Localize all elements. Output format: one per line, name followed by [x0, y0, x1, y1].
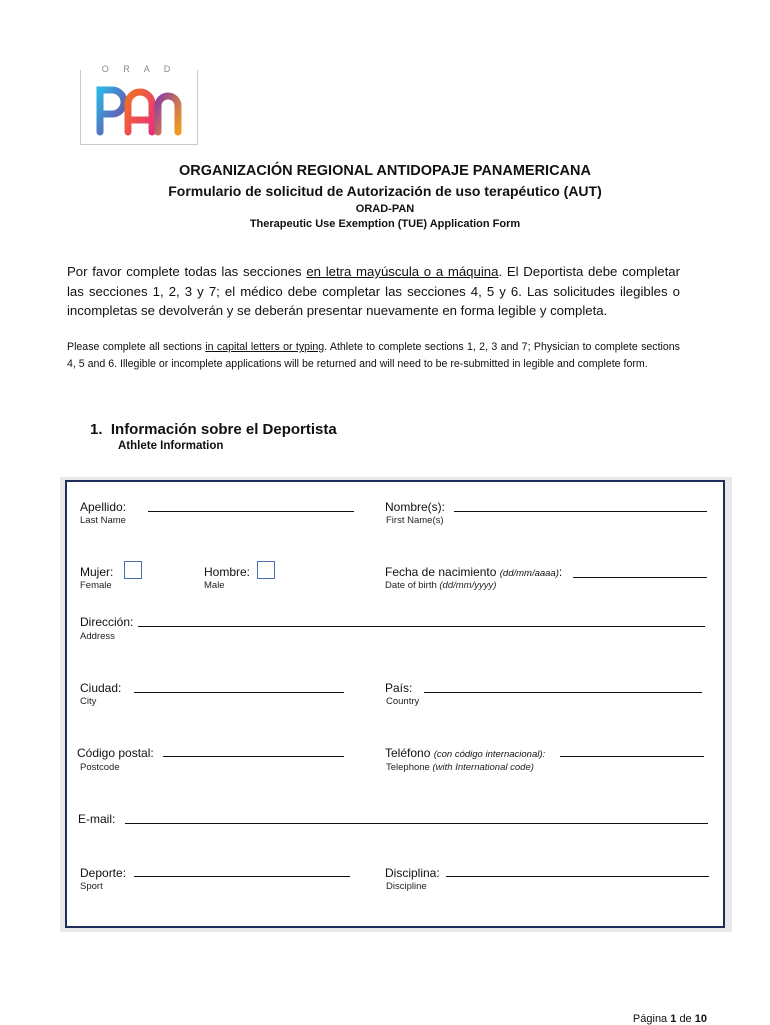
logo-pan-mark	[94, 76, 186, 136]
direccion-field[interactable]	[138, 626, 705, 627]
nombres-field[interactable]	[454, 511, 707, 512]
deporte-label: Deporte:	[80, 866, 127, 880]
orad-pan-logo	[80, 64, 198, 144]
telephone-label: Telephone (with International code)	[386, 762, 534, 773]
male-label: Male	[204, 580, 225, 591]
intro-english: Please complete all sections in capital letters or typing. Athlete to complete sections 1, 2, 3 and 7; Physician to complete sections 4, 5 and 6. Illegible or incomplete applications will be returned and will need to be re-submitted in legible and complete form.	[67, 341, 680, 370]
pais-field[interactable]	[424, 692, 702, 693]
page-footer: Página 1 de 10	[632, 1013, 707, 1025]
form-subtitle: Formulario de solicitud de Autorización de uso terapéutico (AUT)	[168, 183, 602, 199]
address-label: Address	[80, 631, 115, 642]
discipline-label: Discipline	[386, 881, 427, 892]
deporte-field[interactable]	[134, 876, 350, 877]
dob-label: Date of birth (dd/mm/yyyy)	[385, 580, 497, 591]
codigo-field[interactable]	[163, 756, 344, 757]
country-label: Country	[386, 696, 420, 707]
fecha-label: Fecha de nacimiento (dd/mm/aaaa):	[385, 565, 563, 579]
section-subtitle: Athlete Information	[118, 440, 224, 452]
city-label: City	[80, 696, 97, 707]
section-title: 1. Información sobre el Deportista	[90, 421, 337, 438]
org-acronym: ORAD-PAN	[355, 203, 415, 215]
last-name-label: Last Name	[80, 515, 126, 526]
email-field[interactable]	[125, 823, 708, 824]
female-label: Female	[80, 580, 112, 591]
disciplina-label: Disciplina:	[385, 866, 440, 880]
direccion-label: Dirección:	[80, 615, 134, 629]
apellido-label: Apellido:	[80, 500, 127, 514]
english-title: Therapeutic Use Exemption (TUE) Application Form	[249, 218, 521, 230]
disciplina-field[interactable]	[446, 876, 709, 877]
ciudad-field[interactable]	[134, 692, 344, 693]
email-label: E-mail:	[78, 812, 116, 826]
apellido-field[interactable]	[148, 511, 354, 512]
org-title: ORGANIZACIÓN REGIONAL ANTIDOPAJE PANAMERICANA	[179, 163, 591, 179]
intro-spanish: Por favor complete todas las secciones en letra mayúscula o a máquina. El Deportista debe completar las secciones 1, 2, 3 y 7; el médico debe completar las secciones 4, 5 y 6. Las solicitudes ilegibles o incompletas se devolverán y se deberán presentar nuevamente en forma legible y completa.	[67, 264, 680, 318]
mujer-label: Mujer:	[80, 565, 114, 579]
hombre-checkbox[interactable]	[257, 561, 275, 579]
hombre-label: Hombre:	[204, 565, 251, 579]
nombres-label: Nombre(s):	[385, 500, 446, 514]
codigo-label: Código postal:	[77, 746, 154, 760]
fecha-field[interactable]	[573, 577, 707, 578]
ciudad-label: Ciudad:	[80, 681, 122, 695]
sport-label: Sport	[80, 881, 103, 892]
telefono-field[interactable]	[560, 756, 704, 757]
first-name-label: First Name(s)	[386, 515, 444, 526]
telefono-label: Teléfono (con código internacional):	[385, 746, 546, 760]
mujer-checkbox[interactable]	[124, 561, 142, 579]
logo-top-text: O R A D	[94, 64, 184, 74]
pais-label: País:	[385, 681, 413, 695]
postcode-label: Postcode	[80, 762, 120, 773]
